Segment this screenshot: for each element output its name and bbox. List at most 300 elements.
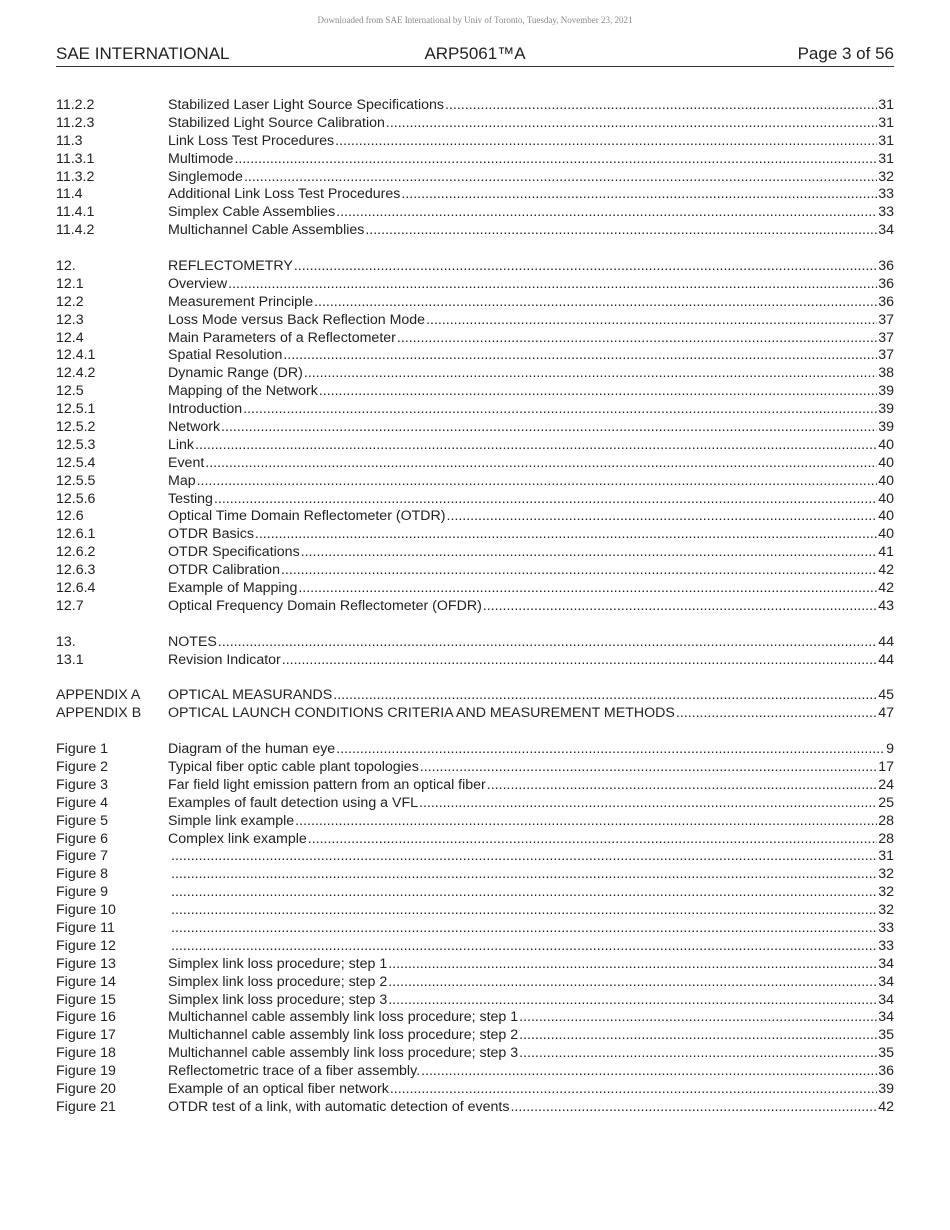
dot-leader: [298, 580, 877, 598]
toc-entry-line: [168, 580, 894, 598]
toc-entry-title: Map: [168, 472, 196, 489]
toc-entry-title: Optical Time Domain Reflectometer (OTDR): [168, 508, 446, 525]
toc-entry-line: [170, 866, 894, 884]
toc-entry[interactable]: [56, 276, 894, 294]
toc-entry-title: OPTICAL MEASURANDS: [168, 687, 333, 704]
dot-leader: [333, 687, 877, 705]
toc-entry-number: 12.6.1: [56, 526, 96, 543]
toc-entry-page: 28: [878, 830, 894, 847]
toc-entry[interactable]: [56, 508, 894, 526]
toc-entry[interactable]: [56, 383, 894, 401]
toc-entry-page: 34: [878, 955, 894, 972]
dot-leader: [295, 813, 877, 831]
toc-entry-number: Figure 7: [56, 848, 109, 865]
toc-entry-number: 11.3: [56, 132, 83, 149]
dot-leader: [336, 204, 877, 222]
toc-entry-title: Simplex Cable Assemblies: [168, 204, 336, 221]
toc-entry[interactable]: [56, 813, 894, 831]
toc-entry-title: Dynamic Range (DR): [168, 365, 303, 382]
dot-leader: [171, 902, 877, 920]
toc-entry-title: Spatial Resolution: [168, 347, 283, 364]
dot-leader: [214, 491, 877, 509]
toc-entry[interactable]: [56, 974, 894, 992]
toc-entry-number: 12.1: [56, 275, 84, 292]
toc-entry[interactable]: [56, 151, 894, 169]
toc-entry-page: 28: [878, 812, 894, 829]
toc-entry-page: 32: [878, 902, 894, 919]
page-header: [56, 44, 894, 67]
toc-entry-title: Simplex link loss procedure; step 1: [168, 955, 388, 972]
toc-entry-number: Figure 13: [56, 955, 116, 972]
dot-leader: [386, 115, 877, 133]
toc-entry-line: [168, 1009, 894, 1027]
toc-entry-page: 32: [878, 168, 894, 185]
toc-entry-line: [170, 884, 894, 902]
toc-entry-page: 40: [878, 436, 894, 453]
toc-entry[interactable]: [56, 294, 894, 312]
toc-entry-line: [168, 419, 894, 437]
dot-leader: [388, 974, 877, 992]
toc-entry-number: 13.: [56, 633, 76, 650]
toc-entry-title: Multichannel cable assembly link loss procedure; step 1: [168, 1009, 519, 1026]
toc-entry-title: OPTICAL LAUNCH CONDITIONS CRITERIA AND MEASUREMENT METHODS: [168, 705, 675, 722]
toc-entry-line: [168, 1063, 894, 1081]
dot-leader: [336, 741, 885, 759]
toc-entry-title: Multichannel cable assembly link loss procedure; step 3: [168, 1045, 519, 1062]
dot-leader: [419, 795, 877, 813]
toc-entry-line: [168, 813, 894, 831]
toc-entry-title: Optical Frequency Domain Reflectometer (OFDR): [168, 597, 482, 614]
toc-entry-page: 31: [878, 150, 894, 167]
page-number: Page 3 of 56: [797, 44, 894, 63]
toc-entry-title: Simple link example: [168, 812, 295, 829]
dot-leader: [519, 1009, 877, 1027]
toc-entry-number: 12.5.3: [56, 436, 96, 453]
toc-entry[interactable]: [56, 437, 894, 455]
toc-entry-number: 12.2: [56, 293, 84, 310]
toc-entry-page: 34: [878, 991, 894, 1008]
toc-entry-title: Simplex link loss procedure; step 2: [168, 973, 388, 990]
toc-entry-page: 43: [878, 597, 894, 614]
toc-entry-page: 44: [878, 633, 894, 650]
toc-entry-page: 33: [878, 204, 894, 221]
toc-entry-line: [168, 652, 894, 670]
toc-section: [56, 634, 894, 670]
dot-leader: [314, 294, 877, 312]
toc-entry-page: 31: [878, 114, 894, 131]
toc-entry-line: [168, 598, 894, 616]
toc-entry-page: 35: [878, 1045, 894, 1062]
toc-entry-number: Figure 9: [56, 884, 109, 901]
dot-leader: [255, 526, 877, 544]
toc-entry[interactable]: [56, 222, 894, 240]
dot-leader: [365, 222, 877, 240]
toc-entry-line: [168, 491, 894, 509]
toc-entry-page: 34: [878, 222, 894, 239]
dot-leader: [281, 562, 877, 580]
toc-section: [56, 687, 894, 723]
toc-entry-number: Figure 12: [56, 937, 116, 954]
toc-entry[interactable]: [56, 598, 894, 616]
toc-entry-page: 44: [878, 651, 894, 668]
toc-entry-line: [168, 204, 894, 222]
document-number: ARP5061™A: [424, 44, 526, 63]
toc-entry-line: [170, 938, 894, 956]
toc-entry[interactable]: [56, 848, 894, 866]
toc-entry-page: 34: [878, 973, 894, 990]
toc-entry-page: 39: [878, 401, 894, 418]
toc-entry-line: [168, 508, 894, 526]
publisher-name: SAE INTERNATIONAL: [56, 44, 230, 63]
toc-entry-line: [168, 347, 894, 365]
toc-entry-title: Link Loss Test Procedures: [168, 132, 335, 149]
dot-leader: [234, 151, 877, 169]
toc-entry-page: 37: [878, 329, 894, 346]
toc-entry[interactable]: [56, 1063, 894, 1081]
download-watermark: Downloaded from SAE International by Univ of Toronto, Tuesday, November 23, 2021: [317, 15, 633, 25]
toc-entry[interactable]: [56, 169, 894, 187]
toc-entry[interactable]: [56, 526, 894, 544]
table-of-contents: [56, 97, 894, 1135]
toc-entry-number: Figure 3: [56, 776, 109, 793]
toc-entry-title: Stabilized Laser Light Source Specifications: [168, 97, 445, 113]
toc-entry-title: Examples of fault detection using a VFL: [168, 794, 418, 811]
toc-entry[interactable]: [56, 419, 894, 437]
toc-entry-title: Example of Mapping: [168, 580, 298, 597]
toc-entry-number: 11.2.2: [56, 97, 95, 113]
toc-entry-line: [168, 151, 894, 169]
toc-entry-line: [168, 777, 894, 795]
toc-entry-number: APPENDIX A: [56, 687, 141, 704]
toc-entry-number: Figure 20: [56, 1080, 116, 1097]
toc-entry-line: [168, 473, 894, 491]
toc-entry[interactable]: [56, 473, 894, 491]
toc-entry-number: 13.1: [56, 651, 84, 668]
toc-entry-title: NOTES: [168, 633, 217, 650]
toc-entry[interactable]: [56, 562, 894, 580]
toc-entry-number: 11.2.3: [56, 114, 95, 131]
toc-entry-page: 24: [878, 776, 894, 793]
toc-entry[interactable]: [56, 866, 894, 884]
toc-entry-line: [168, 562, 894, 580]
toc-entry-title: Link: [168, 436, 195, 453]
toc-entry-number: 11.4: [56, 186, 83, 203]
toc-entry[interactable]: [56, 97, 894, 115]
toc-entry[interactable]: [56, 133, 894, 151]
toc-entry[interactable]: [56, 544, 894, 562]
toc-entry-line: [168, 956, 894, 974]
toc-entry[interactable]: [56, 347, 894, 365]
toc-entry-line: [168, 294, 894, 312]
dot-leader: [228, 276, 877, 294]
toc-entry-page: 35: [878, 1027, 894, 1044]
toc-entry-page: 45: [878, 687, 894, 704]
toc-entry-number: 11.4.2: [56, 222, 95, 239]
toc-entry-number: Figure 10: [56, 902, 116, 919]
toc-entry[interactable]: [56, 831, 894, 849]
toc-entry-title: REFLECTOMETRY: [168, 258, 293, 275]
dot-leader: [483, 598, 877, 616]
toc-entry[interactable]: [56, 580, 894, 598]
dot-leader: [388, 956, 877, 974]
dot-leader: [282, 652, 877, 670]
toc-entry-page: 40: [878, 490, 894, 507]
toc-entry-title: Typical fiber optic cable plant topologies: [168, 758, 419, 775]
toc-entry-title: Multimode: [168, 150, 234, 167]
toc-entry-page: 40: [878, 454, 894, 471]
toc-entry-number: Figure 16: [56, 1009, 116, 1026]
toc-entry-page: 33: [878, 186, 894, 203]
toc-entry-line: [168, 437, 894, 455]
dot-leader: [397, 330, 877, 348]
dot-leader: [205, 455, 877, 473]
toc-entry-line: [168, 133, 894, 151]
toc-entry-number: 12.5.6: [56, 490, 96, 507]
toc-entry[interactable]: [56, 204, 894, 222]
toc-entry-number: Figure 1: [56, 741, 109, 758]
toc-entry-title: Stabilized Light Source Calibration: [168, 114, 385, 131]
toc-entry-number: 12.6.4: [56, 580, 96, 597]
toc-entry-line: [168, 97, 894, 115]
toc-entry-line: [168, 169, 894, 187]
toc-entry-line: [170, 902, 894, 920]
toc-entry-line: [168, 526, 894, 544]
dot-leader: [171, 848, 877, 866]
dot-leader: [421, 1063, 877, 1081]
toc-entry-page: 42: [878, 580, 894, 597]
toc-entry-number: Figure 21: [56, 1098, 116, 1115]
dot-leader: [304, 365, 877, 383]
toc-entry[interactable]: [56, 115, 894, 133]
toc-entry-page: 38: [878, 365, 894, 382]
toc-entry-title: Simplex link loss procedure; step 3: [168, 991, 388, 1008]
toc-entry[interactable]: [56, 687, 894, 705]
toc-entry-line: [168, 401, 894, 419]
toc-entry[interactable]: [56, 1081, 894, 1099]
dot-leader: [519, 1027, 877, 1045]
dot-leader: [510, 1099, 877, 1117]
toc-entry[interactable]: [56, 312, 894, 330]
toc-entry[interactable]: [56, 795, 894, 813]
toc-entry-title: Multichannel Cable Assemblies: [168, 222, 365, 239]
toc-entry[interactable]: [56, 902, 894, 920]
toc-entry[interactable]: [56, 1009, 894, 1027]
toc-entry[interactable]: [56, 705, 894, 723]
dot-leader: [171, 884, 877, 902]
toc-entry[interactable]: [56, 652, 894, 670]
dot-leader: [283, 347, 877, 365]
toc-entry-line: [168, 634, 894, 652]
toc-entry[interactable]: [56, 992, 894, 1010]
toc-entry-number: 12.: [56, 258, 76, 275]
dot-leader: [388, 992, 877, 1010]
dot-leader: [426, 312, 877, 330]
toc-entry-page: 40: [878, 508, 894, 525]
dot-leader: [301, 544, 878, 562]
toc-entry-page: 40: [878, 526, 894, 543]
dot-leader: [221, 419, 877, 437]
toc-entry-page: 31: [878, 97, 894, 113]
toc-entry-title: Measurement Principle: [168, 293, 314, 310]
toc-entry[interactable]: [56, 186, 894, 204]
toc-entry-line: [168, 831, 894, 849]
toc-entry-number: APPENDIX B: [56, 705, 142, 722]
toc-entry-number: Figure 6: [56, 830, 109, 847]
toc-entry-title: Reflectometric trace of a fiber assembly.: [168, 1063, 421, 1080]
toc-entry-number: Figure 15: [56, 991, 116, 1008]
toc-entry-line: [168, 276, 894, 294]
toc-entry-number: 12.5.4: [56, 454, 96, 471]
toc-entry-number: 12.5.1: [56, 401, 96, 418]
toc-entry[interactable]: [56, 258, 894, 276]
toc-entry-title: Far field light emission pattern from an optical fiber: [168, 776, 486, 793]
toc-entry[interactable]: [56, 884, 894, 902]
toc-entry[interactable]: [56, 1045, 894, 1063]
toc-entry-page: 36: [878, 293, 894, 310]
toc-entry-line: [168, 992, 894, 1010]
toc-entry[interactable]: [56, 1099, 894, 1117]
toc-entry-number: Figure 2: [56, 758, 109, 775]
toc-entry-title: Singlemode: [168, 168, 243, 185]
toc-entry-line: [168, 330, 894, 348]
toc-entry-line: [168, 741, 894, 759]
toc-entry-page: 36: [878, 258, 894, 275]
toc-entry-number: 12.6: [56, 508, 84, 525]
dot-leader: [171, 920, 877, 938]
toc-entry[interactable]: [56, 1027, 894, 1045]
toc-entry-title: Introduction: [168, 401, 243, 418]
toc-entry[interactable]: [56, 634, 894, 652]
toc-entry-line: [168, 974, 894, 992]
toc-entry[interactable]: [56, 365, 894, 383]
toc-entry-line: [168, 258, 894, 276]
toc-entry-line: [168, 455, 894, 473]
toc-entry-number: 12.6.2: [56, 544, 96, 561]
dot-leader: [195, 437, 877, 455]
toc-entry-title: OTDR Calibration: [168, 562, 280, 579]
toc-entry-number: 11.4.1: [56, 204, 95, 221]
toc-entry-title: Network: [168, 419, 221, 436]
toc-entry[interactable]: [56, 956, 894, 974]
toc-entry-page: 37: [878, 347, 894, 364]
toc-entry-number: 12.5: [56, 383, 84, 400]
dot-leader: [487, 777, 877, 795]
toc-entry-number: Figure 18: [56, 1045, 116, 1062]
toc-entry-page: 31: [878, 848, 894, 865]
dot-leader: [420, 759, 877, 777]
toc-section: [56, 258, 894, 616]
toc-entry-number: 12.3: [56, 311, 84, 328]
toc-entry-title: Diagram of the human eye: [168, 741, 336, 758]
toc-entry-page: 34: [878, 1009, 894, 1026]
toc-entry-line: [168, 312, 894, 330]
toc-entry-page: 40: [878, 472, 894, 489]
toc-entry-line: [168, 759, 894, 777]
toc-entry-page: 39: [878, 1080, 894, 1097]
toc-entry-title: Multichannel cable assembly link loss procedure; step 2: [168, 1027, 519, 1044]
toc-entry[interactable]: [56, 491, 894, 509]
toc-entry-line: [170, 920, 894, 938]
toc-entry-number: Figure 19: [56, 1063, 116, 1080]
dot-leader: [171, 938, 877, 956]
toc-entry-title: Main Parameters of a Reflectometer: [168, 329, 396, 346]
toc-entry-number: 12.7: [56, 597, 84, 614]
toc-entry-number: 11.3.2: [56, 168, 95, 185]
toc-entry[interactable]: [56, 938, 894, 956]
toc-entry[interactable]: [56, 759, 894, 777]
toc-section: [56, 741, 894, 1117]
toc-entry-number: 12.6.3: [56, 562, 96, 579]
dot-leader: [676, 705, 877, 723]
dot-leader: [390, 1081, 877, 1099]
toc-entry-number: Figure 17: [56, 1027, 116, 1044]
toc-entry-page: 31: [878, 132, 894, 149]
toc-entry-line: [168, 795, 894, 813]
toc-entry-title: Overview: [168, 275, 228, 292]
toc-entry-title: Loss Mode versus Back Reflection Mode: [168, 311, 426, 328]
toc-entry-page: 47: [878, 705, 894, 722]
toc-entry-line: [168, 222, 894, 240]
toc-section: [56, 97, 894, 240]
toc-entry-line: [168, 544, 894, 562]
dot-leader: [308, 831, 877, 849]
toc-entry-number: Figure 14: [56, 973, 116, 990]
toc-entry-page: 33: [878, 937, 894, 954]
toc-entry-number: 12.4.1: [56, 347, 96, 364]
toc-entry[interactable]: [56, 920, 894, 938]
toc-entry-line: [170, 848, 894, 866]
dot-leader: [401, 186, 877, 204]
dot-leader: [243, 401, 877, 419]
toc-entry-line: [168, 1099, 894, 1117]
toc-entry-page: 32: [878, 866, 894, 883]
toc-entry[interactable]: [56, 741, 894, 759]
toc-entry-page: 36: [878, 1063, 894, 1080]
toc-entry-line: [168, 1027, 894, 1045]
toc-entry[interactable]: [56, 330, 894, 348]
toc-entry-number: 12.4: [56, 329, 84, 346]
toc-entry-page: 39: [878, 419, 894, 436]
toc-entry-number: 11.3.1: [56, 150, 95, 167]
toc-entry-page: 41: [878, 544, 894, 561]
toc-entry-page: 37: [878, 311, 894, 328]
toc-entry-title: Revision Indicator: [168, 651, 281, 668]
toc-entry-page: 39: [878, 383, 894, 400]
toc-entry-number: Figure 11: [56, 919, 115, 936]
dot-leader: [218, 634, 877, 652]
toc-entry[interactable]: [56, 777, 894, 795]
toc-entry-line: [168, 383, 894, 401]
toc-entry-page: 33: [878, 919, 894, 936]
toc-entry-page: 9: [886, 741, 894, 758]
toc-entry-page: 42: [878, 1098, 894, 1115]
toc-entry-number: Figure 4: [56, 794, 109, 811]
toc-entry-number: 12.5.5: [56, 472, 96, 489]
dot-leader: [197, 473, 878, 491]
toc-entry-number: 12.4.2: [56, 365, 96, 382]
dot-leader: [335, 133, 877, 151]
toc-entry[interactable]: [56, 455, 894, 473]
dot-leader: [244, 169, 877, 187]
toc-entry-title: Example of an optical fiber network: [168, 1080, 389, 1097]
dot-leader: [294, 258, 877, 276]
toc-entry-line: [168, 1081, 894, 1099]
toc-entry-line: [168, 1045, 894, 1063]
toc-entry-page: 17: [878, 758, 894, 775]
toc-entry[interactable]: [56, 401, 894, 419]
toc-entry-number: Figure 5: [56, 812, 109, 829]
toc-entry-title: Event: [168, 454, 205, 471]
